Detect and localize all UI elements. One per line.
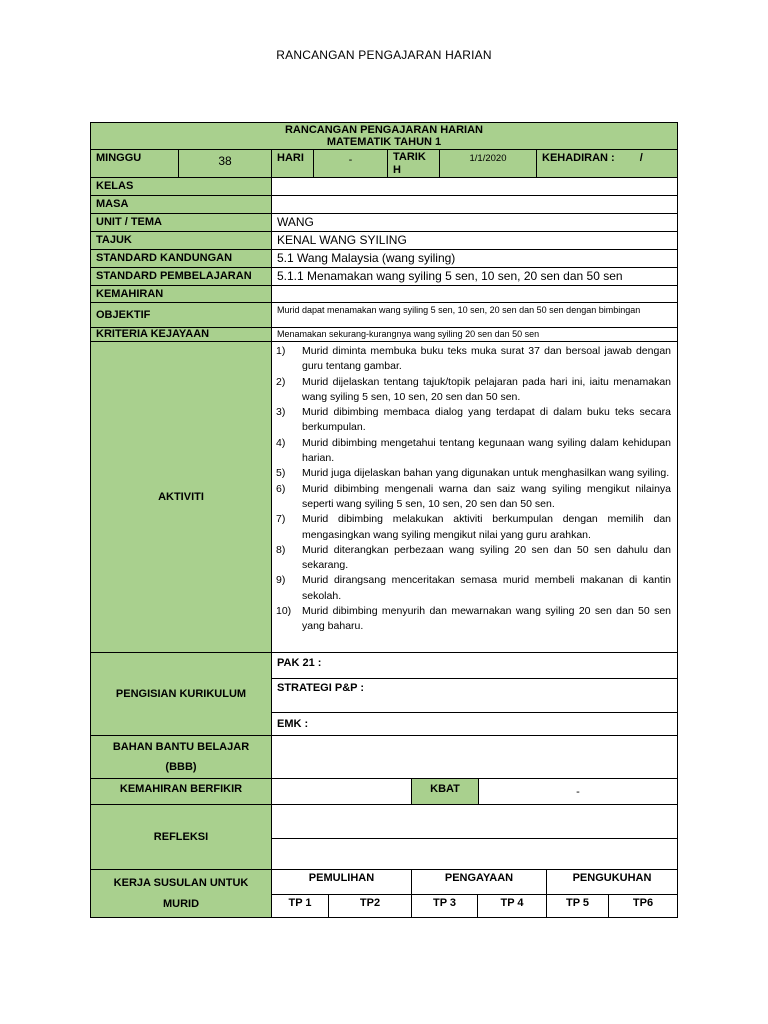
aktiviti-item [276,573,671,604]
aktiviti-item-text: Murid dibimbing membaca dialog yang terdapat di dalam buku teks secara berkumpulan. [302,406,671,434]
objektif-value: Murid dapat menamakan wang syiling 5 sen, 10 sen, 20 sen dan 50 sen dengan bimbingan [271,302,678,328]
aktiviti-item-number: 1) [276,345,286,357]
aktiviti-item [276,543,671,574]
table-header [90,122,678,150]
tp2-cell: TP2 [328,894,412,918]
aktiviti-item-text: Murid dibimbing mengetahui tentang kegunaan wang syiling dalam kehidupan harian. [302,436,671,465]
aktiviti-item [276,604,671,635]
refleksi-value-bottom [271,838,678,870]
aktiviti-item [276,482,671,513]
bbb-label-line1: BAHAN BANTU BELAJAR [112,741,250,753]
tp5-cell: TP 5 [546,894,609,918]
standard-kandungan-label: STANDARD KANDUNGAN [90,249,272,268]
aktiviti-list [272,342,677,635]
kelas-label: KELAS [90,177,272,196]
strategi-pp-cell: STRATEGI P&P : [271,678,678,713]
aktiviti-item-number: 9) [276,574,286,587]
aktiviti-item-text: Murid diterangkan perbezaan wang syiling 20 sen dan 50 sen dahulu dan sekarang. [302,543,671,572]
aktiviti-item [276,344,671,375]
kemahiran-label: KEMAHIRAN [90,285,272,303]
aktiviti-item-number: 2) [276,375,286,388]
kerja-susulan-label-line2: MURID [162,897,200,910]
kbat-label: KBAT [411,778,479,805]
pemulihan-header: PEMULIHAN [271,869,412,895]
aktiviti-item-text: Murid dibimbing mengenali warna dan saiz wang syiling mengikut nilainya seperti wang syiling 5 sen, 10 sen, 20 sen dan 50 sen. [302,482,671,510]
aktiviti-item-number: 5) [276,467,286,480]
table-subtitle: MATEMATIK TAHUN 1 [326,136,442,148]
table-title: RANCANGAN PENGAJARAN HARIAN [284,124,483,136]
standard-pembelajaran-label: STANDARD PEMBELAJARAN [90,267,272,286]
pak21-cell: PAK 21 : [271,652,678,679]
tp1-cell: TP 1 [271,894,329,918]
aktiviti-item [276,436,671,467]
tarikh-label-line2: H [393,164,401,176]
lesson-plan-table [90,122,678,918]
tarikh-value: 1/1/2020 [439,149,537,178]
bbb-value [271,735,678,779]
kelas-value [271,177,678,196]
aktiviti-content [271,341,678,653]
minggu-label: MINGGU [90,149,179,178]
minggu-value: 38 [178,149,272,178]
kemahiran-value [271,285,678,303]
aktiviti-item [276,375,671,406]
aktiviti-item-text: Murid dijelaskan tentang tajuk/topik pelajaran pada hari ini, iaitu menamakan wang syiling 5 sen, 10 sen, 20 sen dan 50 sen. [302,375,671,403]
standard-kandungan-value: 5.1 Wang Malaysia (wang syiling) [271,249,678,268]
aktiviti-item-text: Murid juga dijelaskan bahan yang digunakan untuk menghasilkan wang syiling. [302,467,670,480]
pengayaan-header: PENGAYAAN [411,869,547,895]
aktiviti-item-number: 7) [276,513,286,526]
kriteria-kejayaan-value: Menamakan sekurang-kurangnya wang syiling 20 sen dan 50 sen [271,327,678,342]
aktiviti-item-number: 3) [276,406,286,419]
kehadiran-value: / [639,152,643,164]
aktiviti-item-text: Murid diminta membuka buku teks muka surat 37 dan bersoal jawab dengan guru tentang gambar. [302,345,671,373]
bbb-label [90,735,272,779]
aktiviti-item-number: 6) [276,482,286,495]
kerja-susulan-label [90,869,272,918]
hari-value: - [313,149,388,178]
tp4-cell: TP 4 [477,894,547,918]
refleksi-label: REFLEKSI [90,804,272,870]
aktiviti-item-text: Murid dibimbing menyurih dan mewarnakan wang syiling 20 sen dan 50 sen yang baharu. [302,605,671,633]
kriteria-kejayaan-label: KRITERIA KEJAYAAN [90,327,272,342]
standard-pembelajaran-value: 5.1.1 Menamakan wang syiling 5 sen, 10 sen, 20 sen dan 50 sen [271,267,678,286]
kehadiran-cell [536,149,678,178]
tajuk-label: TAJUK [90,231,272,250]
aktiviti-item [276,512,671,543]
kemahiran-berfikir-label: KEMAHIRAN BERFIKIR [90,778,272,805]
aktiviti-item-number: 4) [276,436,286,449]
tajuk-value: KENAL WANG SYILING [271,231,678,250]
document-title: RANCANGAN PENGAJARAN HARIAN [276,48,492,62]
masa-value [271,195,678,214]
pengisian-kurikulum-label: PENGISIAN KURIKULUM [90,652,272,736]
tarikh-label [387,149,440,178]
masa-label: MASA [90,195,272,214]
emk-cell: EMK : [271,712,678,736]
refleksi-value-top [271,804,678,839]
tp3-cell: TP 3 [411,894,478,918]
bbb-label-line2: (BBB) [165,761,197,773]
aktiviti-item-number: 10) [276,605,292,618]
kbat-value: - [478,778,678,805]
kemahiran-berfikir-value [271,778,412,805]
unit-tema-label: UNIT / TEMA [90,213,272,232]
tarikh-label-line1: TARIK [393,151,426,163]
hari-label: HARI [271,149,314,178]
objektif-label: OBJEKTIF [90,302,272,328]
kerja-susulan-label-line1: KERJA SUSULAN UNTUK [113,876,249,889]
aktiviti-item-text: Murid dibimbing melakukan aktiviti berkumpulan dengan memilih dan mengasingkan wang syiling mengikut nilai yang guru arahkan. [302,513,671,541]
unit-tema-value: WANG [271,213,678,232]
kehadiran-label: KEHADIRAN : [542,152,615,164]
pengukuhan-header: PENGUKUHAN [546,869,678,895]
aktiviti-item-number: 8) [276,543,286,556]
aktiviti-item [276,405,671,436]
aktiviti-label: AKTIVITI [90,341,272,653]
aktiviti-item-text: Murid dirangsang menceritakan semasa murid membeli makanan di kantin sekolah. [302,574,671,602]
aktiviti-item [276,466,671,481]
tp6-cell: TP6 [608,894,678,918]
